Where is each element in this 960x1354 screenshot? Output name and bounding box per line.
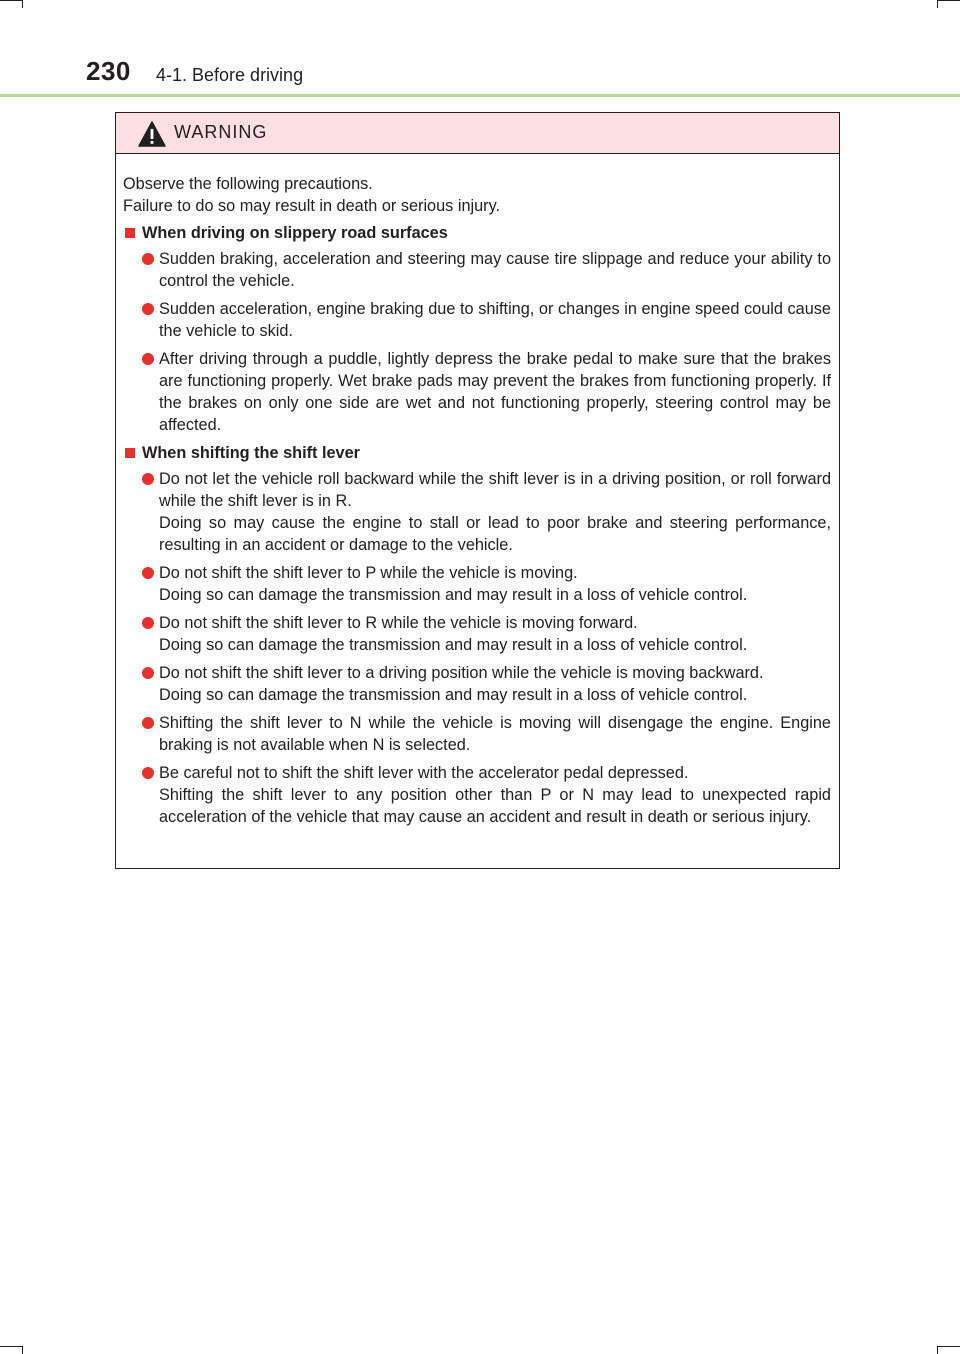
bullet-item: [123, 662, 831, 706]
bullet-item: [123, 298, 831, 342]
bullet-text: Do not shift the shift lever to R while the vehicle is moving forward.: [159, 614, 638, 632]
crop-mark: [22, 0, 23, 8]
warning-header: [116, 113, 839, 154]
bullet-text: Shifting the shift lever to N while the vehicle is moving will disengage the engine. Engine braking is not available when N is selected.: [159, 714, 831, 754]
bullet-text: Do not shift the shift lever to a driving position while the vehicle is moving backward.: [159, 664, 764, 682]
section-title: 4-1. Before driving: [156, 65, 304, 85]
bullet-text: Do not let the vehicle roll backward while the shift lever is in a driving position, or roll forward while the shift lever is in R.: [159, 470, 831, 510]
section-heading: [123, 222, 831, 244]
bullet-item: [123, 762, 831, 828]
round-bullet-icon: [142, 667, 154, 679]
crop-mark: [0, 1346, 22, 1347]
section-heading-text: When shifting the shift lever: [142, 444, 361, 462]
section-heading: [123, 442, 831, 464]
bullet-text: Shifting the shift lever to any position other than P or N may lead to unexpected rapid acceleration of the vehicle that may cause an accident and result in death or serious injury.: [159, 786, 831, 826]
square-bullet-icon: [125, 228, 135, 238]
bullet-item: [123, 248, 831, 292]
crop-mark: [938, 0, 960, 1]
bullet-text: Doing so may cause the engine to stall or lead to poor brake and steering performance, resulting in an accident or damage to the vehicle.: [159, 514, 831, 554]
warning-body: [116, 154, 839, 828]
bullet-item: [123, 562, 831, 606]
round-bullet-icon: [142, 253, 154, 265]
crop-mark: [937, 0, 938, 8]
bullet-text: Do not shift the shift lever to P while the vehicle is moving.: [159, 564, 578, 582]
bullet-item: [123, 712, 831, 756]
bullet-item: [123, 348, 831, 436]
round-bullet-icon: [142, 617, 154, 629]
round-bullet-icon: [142, 303, 154, 315]
round-bullet-icon: [142, 353, 154, 365]
bullet-text: Sudden acceleration, engine braking due to shifting, or changes in engine speed could cause the vehicle to skid.: [159, 300, 831, 340]
bullet-text: Doing so can damage the transmission and may result in a loss of vehicle control.: [159, 686, 748, 704]
bullet-text: Be careful not to shift the shift lever with the accelerator pedal depressed.: [159, 764, 689, 782]
warning-box: [115, 112, 840, 869]
round-bullet-icon: [142, 567, 154, 579]
bullet-item: [123, 468, 831, 556]
bullet-item: [123, 612, 831, 656]
crop-mark: [22, 1346, 23, 1354]
crop-mark: [938, 1346, 960, 1347]
warning-intro: [123, 173, 831, 217]
bullet-text: Sudden braking, acceleration and steering may cause tire slippage and reduce your ability to control the vehicle.: [159, 250, 831, 290]
square-bullet-icon: [125, 448, 135, 458]
round-bullet-icon: [142, 767, 154, 779]
section-heading-text: When driving on slippery road surfaces: [142, 224, 448, 242]
warning-triangle-icon: [138, 121, 166, 147]
round-bullet-icon: [142, 717, 154, 729]
crop-mark: [0, 0, 22, 1]
intro-line: Failure to do so may result in death or serious injury.: [123, 197, 501, 215]
warning-title: WARNING: [174, 122, 268, 142]
bullet-text: Doing so can damage the transmission and may result in a loss of vehicle control.: [159, 586, 748, 604]
round-bullet-icon: [142, 473, 154, 485]
page-number: 230: [86, 56, 131, 86]
bullet-text: After driving through a puddle, lightly depress the brake pedal to make sure that the brakes are functioning properly. Wet brake pads may prevent the brakes from functioning properly. If the brakes on only one side are wet and not functioning properly, steering control may be affected.: [159, 350, 831, 434]
header-divider: [0, 94, 960, 97]
bullet-text: Doing so can damage the transmission and may result in a loss of vehicle control.: [159, 636, 748, 654]
crop-mark: [937, 1346, 938, 1354]
intro-line: Observe the following precautions.: [123, 175, 373, 193]
